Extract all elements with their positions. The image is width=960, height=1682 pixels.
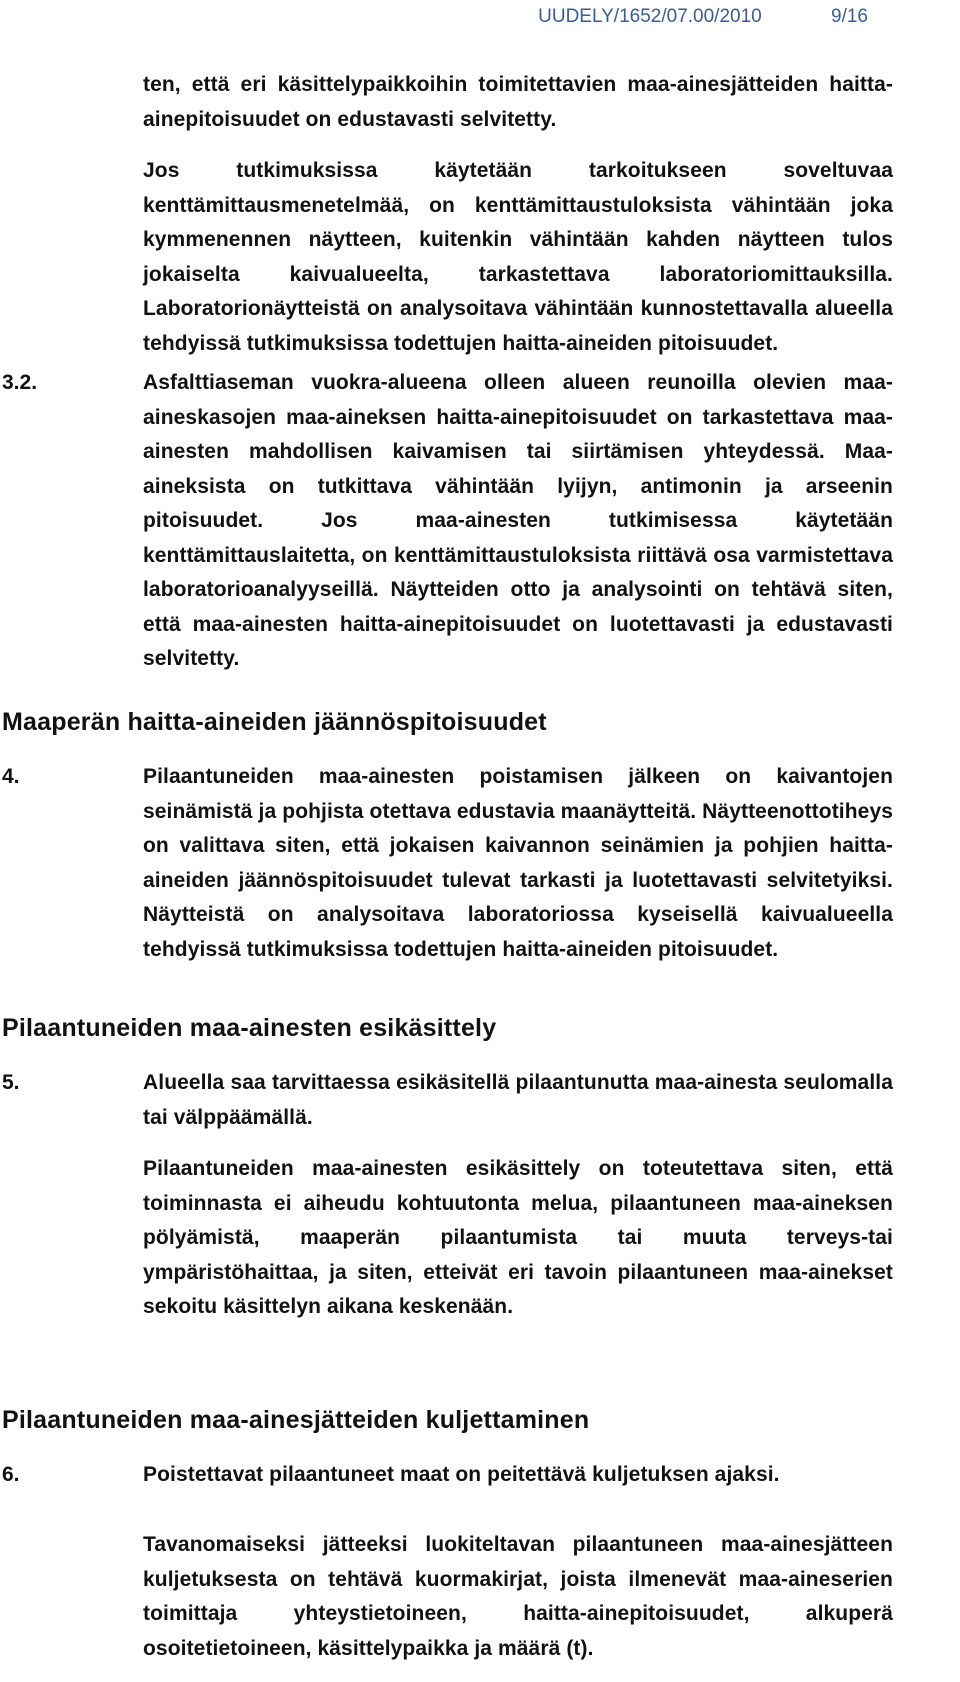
section-number-5: 5.	[2, 1071, 20, 1094]
paragraph-5-detail: Pilaantuneiden maa-ainesten esikäsittely on toteutettava siten, että toiminnasta ei aiheudu kohtuutonta melua, pilaantuneen maa-aineksen pölyämistä, maaperän pilaantumista tai muuta terveys-tai ympäristöhaittaa, ja siten, etteivät eri tavoin pilaantuneen maa-ainekset sekoitu käsittelyn aikana keskenään.	[143, 1157, 893, 1318]
section-number-6: 6.	[2, 1463, 20, 1486]
document-id: UUDELY/1652/07.00/2010	[538, 6, 762, 27]
page-header	[538, 6, 868, 28]
heading-transport: Pilaantuneiden maa-ainesjätteiden kuljettaminen	[2, 1406, 590, 1434]
paragraph-6-detail: Tavanomaiseksi jätteeksi luokiteltavan pilaantuneen maa-ainesjätteen kuljetuksesta on tehtävä kuormakirjat, joista ilmenevät maa-aineserien toimittaja yhteystietoineen, haitta-ainepitoisuudet, alkuperä osoitetietoineen, käsittelypaikka ja määrä (t).	[143, 1533, 893, 1660]
paragraph-5: Alueella saa tarvittaessa esikäsitellä pilaantunutta maa-ainesta seulomalla tai välppäämällä.	[143, 1071, 893, 1129]
paragraph-6: Poistettavat pilaantuneet maat on peitettävä kuljetuksen ajaksi.	[143, 1463, 780, 1486]
paragraph-4: Pilaantuneiden maa-ainesten poistamisen jälkeen on kaivantojen seinämistä ja pohjista otettava edustavia maanäytteitä. Näytteenottotiheys on valittava siten, että jokaisen kaivannon seinämien ja pohjien haitta-aineiden jäännöspitoisuudet tulevat tarkasti ja luotettavasti selvitetyiksi. Näytteistä on analysoitava laboratoriossa kyseisellä kaivualueella tehdyissä tutkimuksissa todettujen haitta-aineiden pitoisuudet.	[143, 765, 893, 961]
heading-residual-concentrations: Maaperän haitta-aineiden jäännöspitoisuudet	[2, 708, 547, 736]
section-number-3-2: 3.2.	[2, 371, 38, 394]
section-number-4: 4.	[2, 765, 20, 788]
page-number: 9/16	[831, 6, 868, 27]
heading-pretreatment: Pilaantuneiden maa-ainesten esikäsittely	[2, 1014, 497, 1042]
paragraph-intro: ten, että eri käsittelypaikkoihin toimitettavien maa-ainesjätteiden haitta-ainepitoisuudet on edustavasti selvitetty.	[143, 73, 893, 131]
paragraph-3-2: Asfalttiaseman vuokra-alueena olleen alueen reunoilla olevien maa-aineskasojen maa-aineksen haitta-ainepitoisuudet on tarkastettava maa-ainesten mahdollisen kaivamisen tai siirtämisen yhteydessä. Maa-aineksista on tutkittava vähintään lyijyn, antimonin ja arseenin pitoisuudet. Jos maa-ainesten tutkimisessa käytetään kenttämittauslaitetta, on kenttämittaustuloksista riittävä osa varmistettava laboratorioanalyyseillä. Näytteiden otto ja analysointi on tehtävä siten, että maa-ainesten haitta-ainepitoisuudet on luotettavasti ja edustavasti selvitetty.	[143, 371, 893, 670]
paragraph-field-measurement: Jos tutkimuksissa käytetään tarkoitukseen soveltuvaa kenttämittausmenetelmää, on kenttämittaustuloksista vähintään joka kymmenennen näytteen, kuitenkin vähintään kahden näytteen tulos jokaiselta kaivualueelta, tarkastettava laboratoriomittauksilla. Laboratorionäytteistä on analysoitava vähintään kunnostettavalla alueella tehdyissä tutkimuksissa todettujen haitta-aineiden pitoisuudet.	[143, 159, 893, 355]
